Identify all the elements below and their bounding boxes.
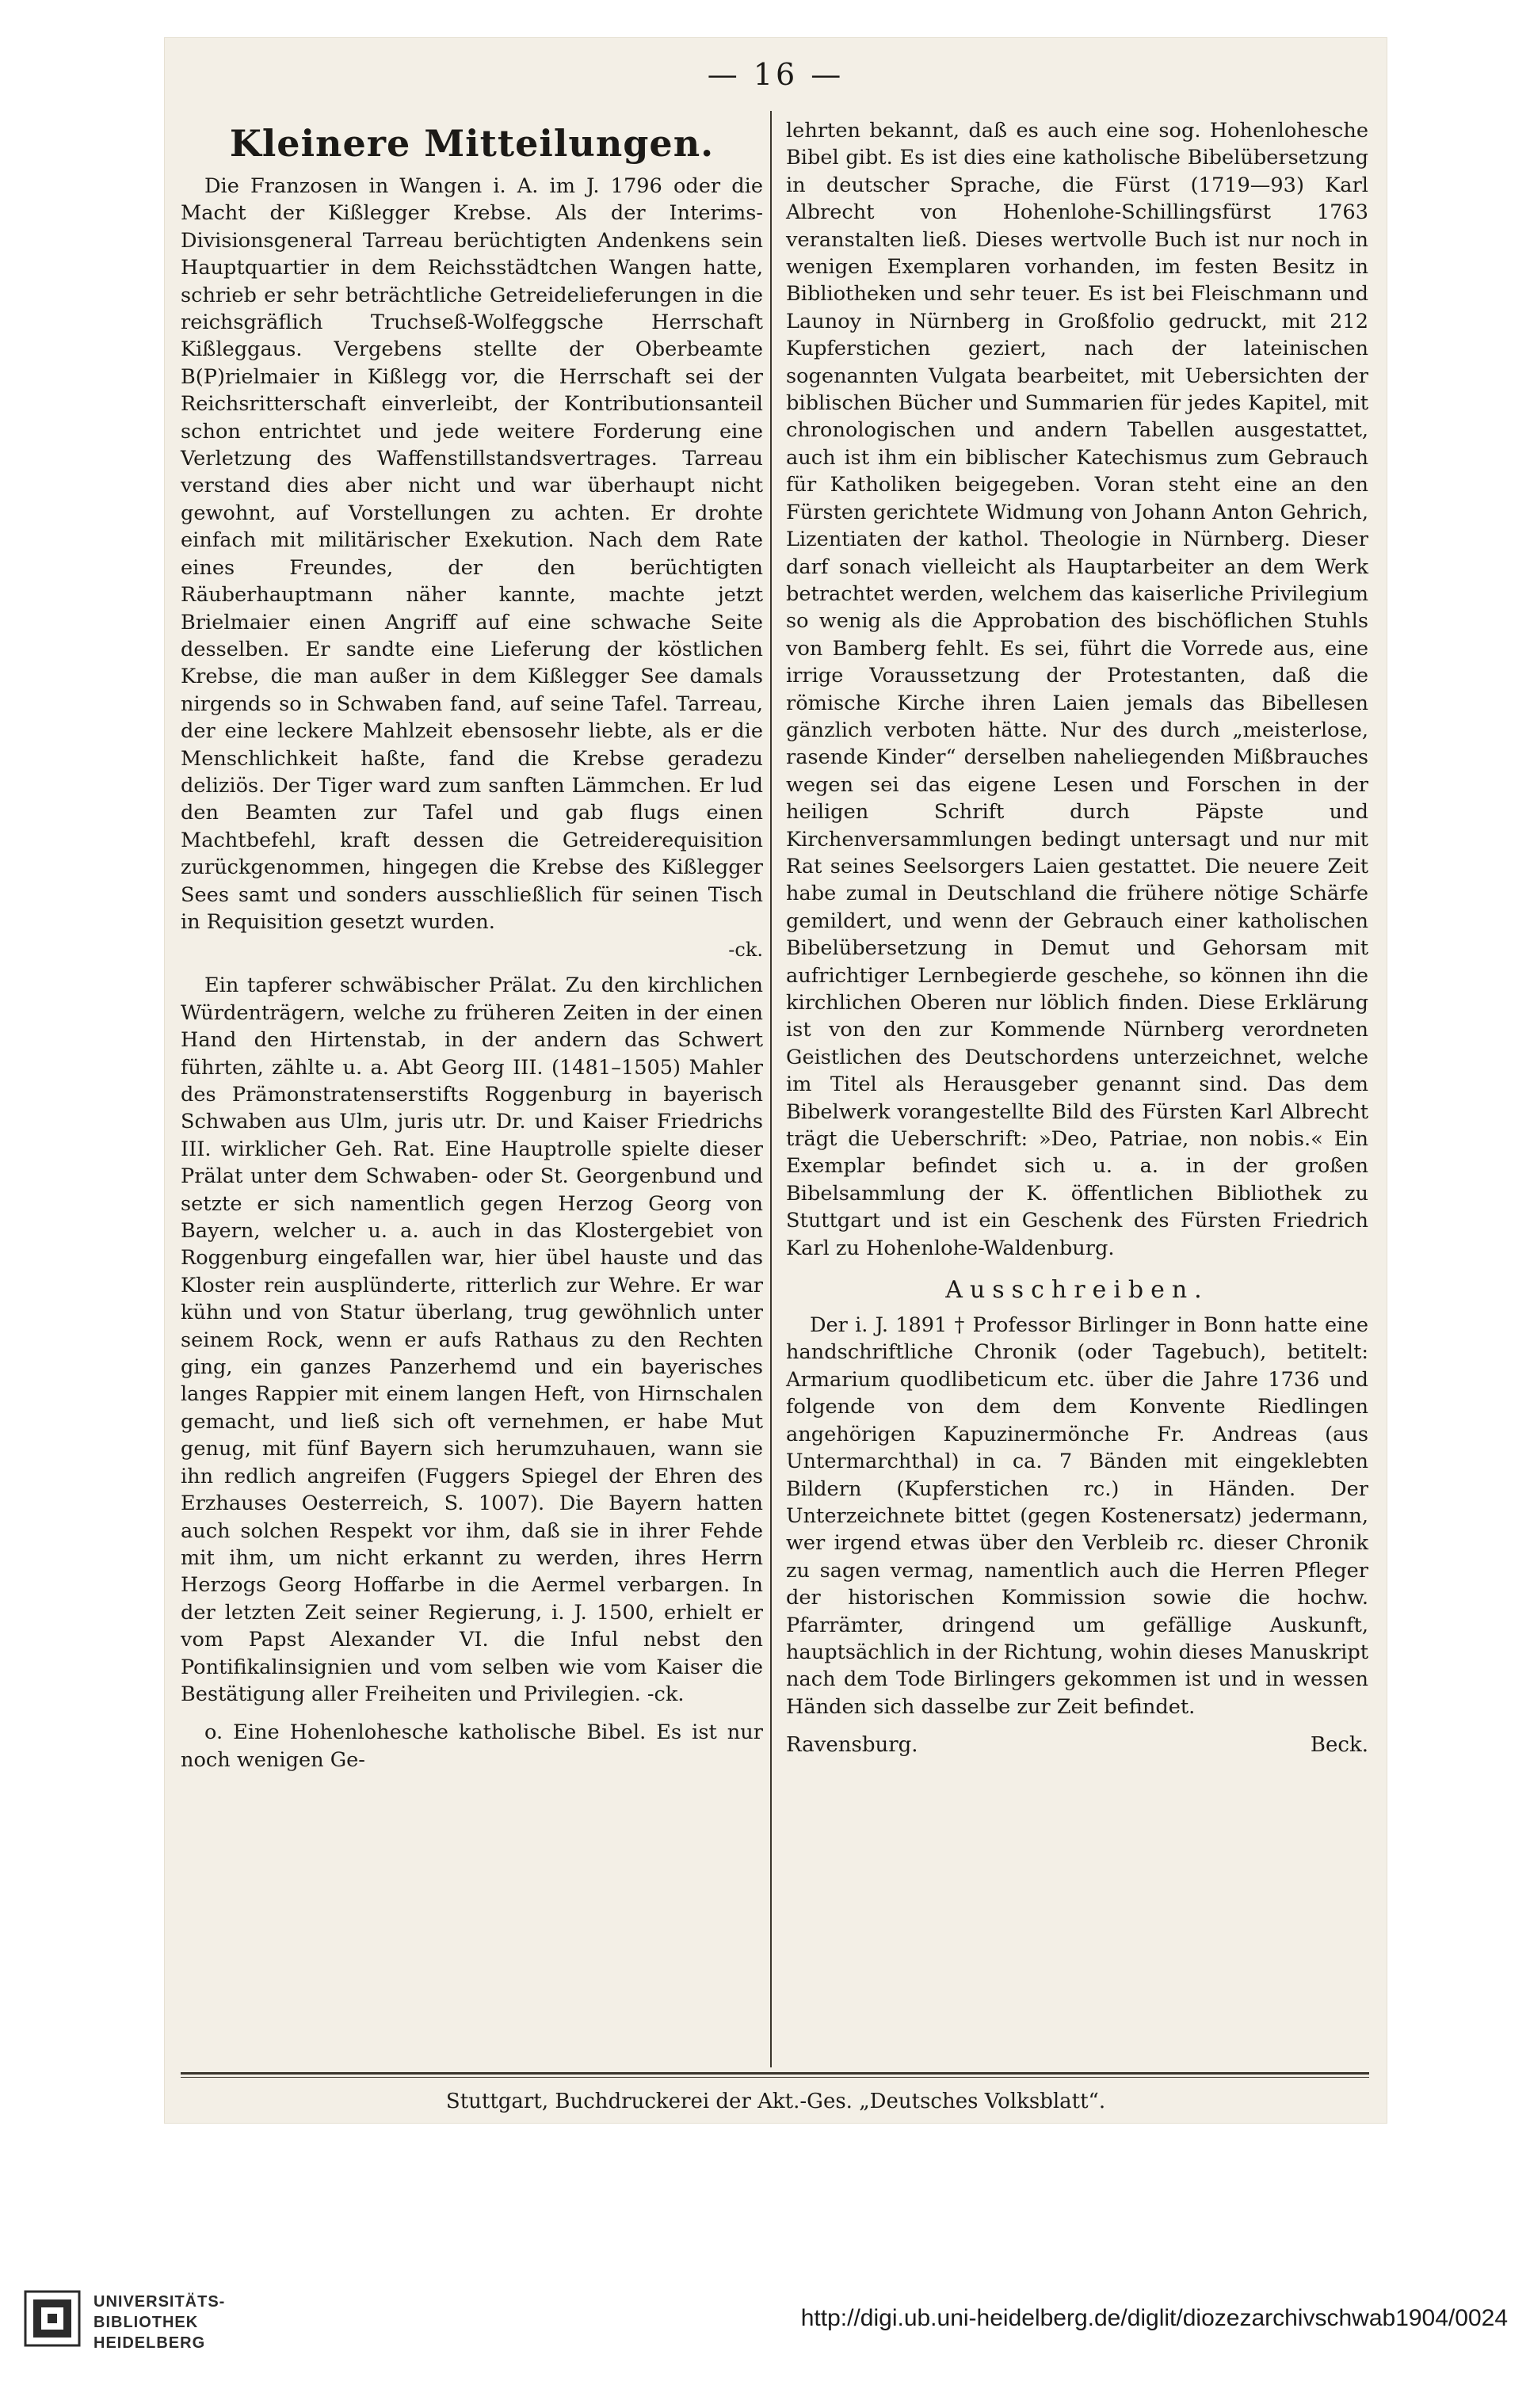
signature-line [786, 1732, 1368, 1758]
library-logo[interactable] [24, 2285, 325, 2357]
section-title: Kleinere Mitteilungen. [229, 122, 715, 165]
right-column [786, 117, 1368, 1758]
footer-rule-thin [181, 2077, 1369, 2078]
library-name-line2: BIBLIOTHEK [93, 2314, 199, 2331]
article-bibel-start: o. Eine Hohenlohesche katholische Bibel. Es ist nur noch wenigen Ge- [181, 1720, 763, 1772]
article-praelat: Ein tapferer schwäbischer Prälat. Zu den kirchlichen Würdenträgern, welche zu früheren Zeiten in der einen Hand den Hirtenstab, in der andern das Schwert führten, zählte u. a. Abt Georg III. (1481–1505) Mahler des Prämonstratenserstifts Roggenburg in bayerisch Schwaben aus Ulm, juris utr. Dr. und Kaiser Friedrichs III. wirklicher Geh. Rat. Eine Hauptrolle spielte dieser Prälat unter dem Schwaben- oder St. Georgenbund und setzte er sich namentlich gegen Herzog Georg von Bayern, welcher u. a. auch in das Klostergebiet von Roggenburg eingefallen war, hier übel hauste und das Kloster rein ausplünderte, ritterlich zur Wehre. Er war kühn und von Statur überlang, trug gewöhnlich unter seinem Rock, wenn er aufs Rathaus zu den Rechten ging, ein ganzes Panzerhemd und ein bayerisches langes Rappier mit einem langen Heft, von Hirnschalen gemacht, und ließ sich oft vernehmen, er habe Mut genug, mit fünf Bayern sich herumzuhauen, wann sie ihn redlich angreifen (Fuggers Spiegel der Ehren des Erzhauses Oesterreich, S. 1007). Die Bayern hatten auch solchen Respekt vor ihm, daß sie in ihrer Fehde mit ihm, um nicht erkannt zu werden, ihres Herrn Herzogs Georg Hoffarbe in die Aermel verbargen. In der letzten Zeit seiner Regierung, i. J. 1500, erhielt er vom Papst Alexander VI. die Inful nebst den Pontifikalinsignien und vom selben wie vom Kaiser die Bestätigung aller Freiheiten und Privilegien. -ck. [181, 973, 763, 1706]
article-franzosen: Die Franzosen in Wangen i. A. im J. 1796 oder die Macht der Kißlegger Krebse. Als der Interims-Divisionsgeneral Tarreau berüchtigten Andenkens sein Hauptquartier in dem Reichsstädtchen Wangen hatte, schrieb er sehr beträchtliche Getreidelieferungen in die reichsgräflich Truchseß-Wolfeggsche Herrschaft Kißleggaus. Vergebens stellte der Oberbeamte B(P)rielmaier in Kißlegg vor, die Herrschaft sei der Reichsritterschaft einverleibt, der Kontributionsanteil schon entrichtet und jede weitere Forderung eine Verletzung des Waffenstillstandsvertrages. Tarreau verstand dies aber nicht und war überhaupt nicht gewohnt, auf Vorstellungen zu achten. Er drohte einfach mit militärischer Exekution. Nach dem Rate eines Freundes, der den berüchtigten Räuberhauptmann näher kannte, machte jetzt Brielmaier einen Angriff auf eine schwache Seite desselben. Er sandte eine Lieferung der köstlichen Krebse, die man außer in dem Kißlegger See damals nirgends so in Schwaben fand, auf seine Tafel. Tarreau, der eine leckere Mahlzeit ebensosehr liebte, als er die Menschlichkeit haßte, fand die Krebse geradezu deliziös. Der Tiger ward zum sanften Lämmchen. Er lud den Beamten zur Tafel und gab flugs einen Machtbefehl, kraft dessen die Getreiderequisition zurückgenommen, hingegen die Krebse des Kißlegger Sees samt und sonders ausschließlich für seinen Tisch in Requisition gesetzt wurden. [181, 174, 763, 934]
university-library-seal-icon [24, 2290, 81, 2347]
paper-sheet [165, 38, 1387, 2123]
place-name: Ravensburg. [786, 1733, 918, 1758]
source-url[interactable]: http://digi.ub.uni-heidelberg.de/diglit/diozezarchivschwab1904/0024 [800, 2305, 1508, 2331]
article-ausschreiben: Der i. J. 1891 † Professor Birlinger in Bonn hatte eine handschriftliche Chronik (oder Tagebuch), betitelt: Armarium quodlibeticum etc. über die Jahre 1736 und folgende von dem dem Konvente Riedlingen angehörigen Kapuzinermönche Fr. Andreas (aus Untermarchthal) in ca. 7 Bänden mit eingeklebten Bildern (Kupferstichen rc.) in Händen. Der Unterzeichnete bittet (gegen Kostenersatz) jedermann, wer irgend etwas über den Verbleib rc. dieser Chronik zu sagen vermag, namentlich auch die Herren Pfleger der historischen Kommission sowie die hochw. Pfarrämter, dringend um gefällige Auskunft, hauptsächlich in der Richtung, wohin dieses Manuskript nach dem Tode Birlingers gekommen ist und in wessen Händen sich dasselbe zur Zeit befindet. [786, 1313, 1368, 1719]
library-name-line1: UNIVERSITÄTS- [93, 2293, 226, 2311]
library-name-line3: HEIDELBERG [93, 2334, 206, 2352]
subtitle-ausschreiben: Ausschreiben. [945, 1276, 1209, 1305]
left-column [181, 117, 763, 1785]
author-name: Beck. [1310, 1733, 1368, 1758]
printer-imprint: Stuttgart, Buchdruckerei der Akt.-Ges. „Deutsches Volksblatt“. [445, 2090, 1106, 2113]
article-signature: -ck. [728, 939, 763, 962]
footer-rule [181, 2072, 1369, 2075]
library-name [93, 2292, 225, 2353]
column-divider [770, 111, 772, 2067]
page-number: — 16 — [707, 57, 845, 92]
article-bibel-cont: lehrten bekannt, daß es auch eine sog. Hohenlohesche Bibel gibt. Es ist dies eine katholische Bibelübersetzung in deutscher Sprache, die Fürst (1719—93) Karl Albrecht von Hohenlohe-Schillingsfürst 1763 veranstalten ließ. Dieses wertvolle Buch ist nur noch in wenigen Exemplaren vorhanden, im festen Besitz in Bibliotheken und sehr teuer. Es ist bei Fleischmann und Launoy in Nürnberg in Großfolio gedruckt, mit 212 Kupferstichen geziert, nach der lateinischen sogenannten Vulgata bearbeitet, mit Uebersichten der biblischen Bücher und Summarien für jedes Kapitel, mit chronologischen und andern Tabellen ausgestattet, auch ist ihm ein biblischer Katechismus zum Gebrauch für Katholiken beigegeben. Voran steht eine an den Fürsten gerichtete Widmung von Johann Anton Gehrich, Lizentiaten der kathol. Theologie in Nürnberg. Dieser darf sonach vielleicht als Hauptarbeiter an dem Werk betrachtet werden, welchem das kaiserliche Privilegium so wenig als die Approbation des bischöflichen Stuhls von Bamberg fehlt. Es sei, führt die Vorrede aus, eine irrige Voraussetzung der Protestanten, daß die römische Kirche ihren Laien jemals das Bibellesen gänzlich verboten hätte. Nur des durch „meisterlose, rasende Kinder“ derselben naheliegenden Mißbrauches wegen sei das eigene Lesen und Forschen in der heiligen Schrift durch Päpste und Kirchenversammlungen bedingt untersagt und nur mit Rat seines Seelsorgers Laien gestattet. Die neuere Zeit habe zumal in Deutschland die frühere nötige Schärfe gemildert, und wenn der Gebrauch einer katholischen Bibelübersetzung in Demut und Gehorsam mit aufrichtiger Lernbegierde geschehe, so können ihn die kirchlichen Oberen nur löblich finden. Diese Erklärung ist von den zur Kommende Nürnberg verordneten Geistlichen des Deutschordens unterzeichnet, welche im Titel als Herausgeber genannt sind. Das dem Bibelwerk vorangestellte Bild des Fürsten Karl Albrecht trägt die Ueberschrift: »Deo, Patriae, non nobis.« Ein Exemplar befindet sich u. a. in der großen Bibelsammlung der K. öffentlichen Bibliothek zu Stuttgart und ist ein Geschenk des Fürsten Friedrich Karl zu Hohenlohe-Waldenburg. [786, 119, 1368, 1260]
